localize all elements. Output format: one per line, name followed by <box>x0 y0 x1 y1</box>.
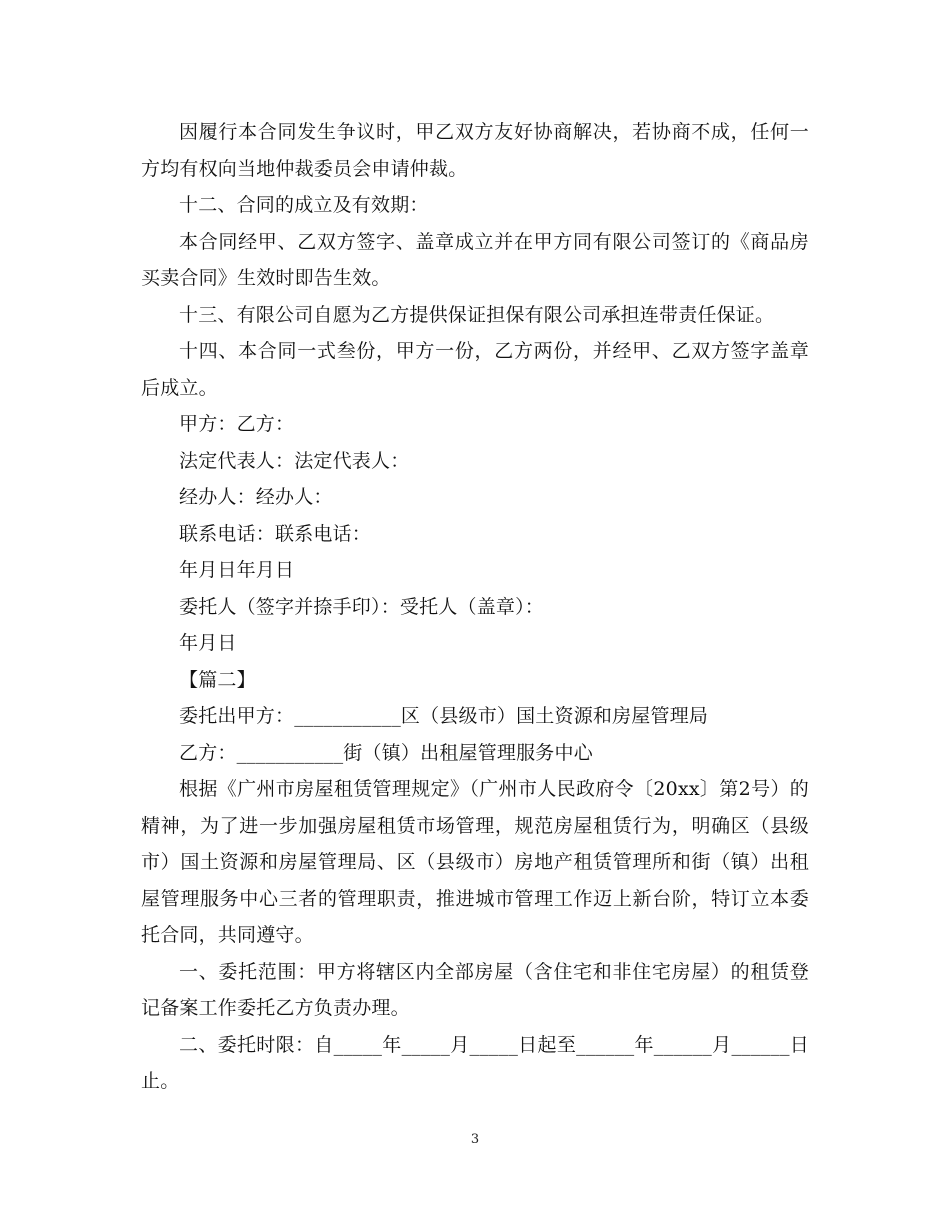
paragraph-dispute-resolution: 因履行本合同发生争议时，甲乙双方友好协商解决，若协商不成，任何一方均有权向当地仲裁委员会申请仲裁。 <box>141 121 809 180</box>
paragraph-scope: 一、委托范围：甲方将辖区内全部房屋（含住宅和非住宅房屋）的租赁登记备案工作委托乙方负责办理。 <box>141 960 809 1019</box>
party-b-line: 乙方：___________街（镇）出租屋管理服务中心 <box>179 741 593 764</box>
signature-phone-line: 联系电话：联系电话： <box>179 522 372 545</box>
signature-date-line: 年月日年月日 <box>179 559 295 581</box>
document-body <box>141 114 809 1100</box>
paragraph-term: 二、委托时限：自_____年_____月_____日起至______年______月______日止。 <box>141 1033 809 1092</box>
section-heading-part-two: 【篇二】 <box>179 668 256 691</box>
signature-legal-rep-line: 法定代表人：法定代表人： <box>179 449 410 472</box>
paragraph-preamble: 根据《广州市房屋租赁管理规定》（广州市人民政府令〔20xx〕第2号）的精神，为了进一步加强房屋租赁市场管理，规范房屋租赁行为，明确区（县级市）国土资源和房屋管理局、区（县级市）房地产租赁管理所和街（镇）出租屋管理服务中心三者的管理职责，推进城市管理工作迈上新台阶，特订立本委托合同，共同遵守。 <box>141 778 809 946</box>
paragraph-section-14: 十四、本合同一式叁份，甲方一份，乙方两份，并经甲、乙双方签字盖章后成立。 <box>141 340 809 399</box>
heading-section-12: 十二、合同的成立及有效期： <box>179 194 429 216</box>
paragraph-section-13: 十三、有限公司自愿为乙方提供保证担保有限公司承担连带责任保证。 <box>179 303 775 326</box>
paragraph-contract-effect: 本合同经甲、乙双方签字、盖章成立并在甲方同有限公司签订的《商品房买卖合同》生效时即告生效。 <box>141 230 809 289</box>
signature-party-line: 甲方：乙方： <box>179 413 295 435</box>
signature-handler-line: 经办人：经办人： <box>179 486 333 508</box>
page-number: 3 <box>470 1132 480 1147</box>
signature-principal-line: 委托人（签字并捺手印）：受托人（盖章）： <box>179 595 545 618</box>
party-a-line: 委托出甲方：___________区（县级市）国土资源和房屋管理局 <box>179 705 709 727</box>
signature-date-line-2: 年月日 <box>179 632 237 654</box>
